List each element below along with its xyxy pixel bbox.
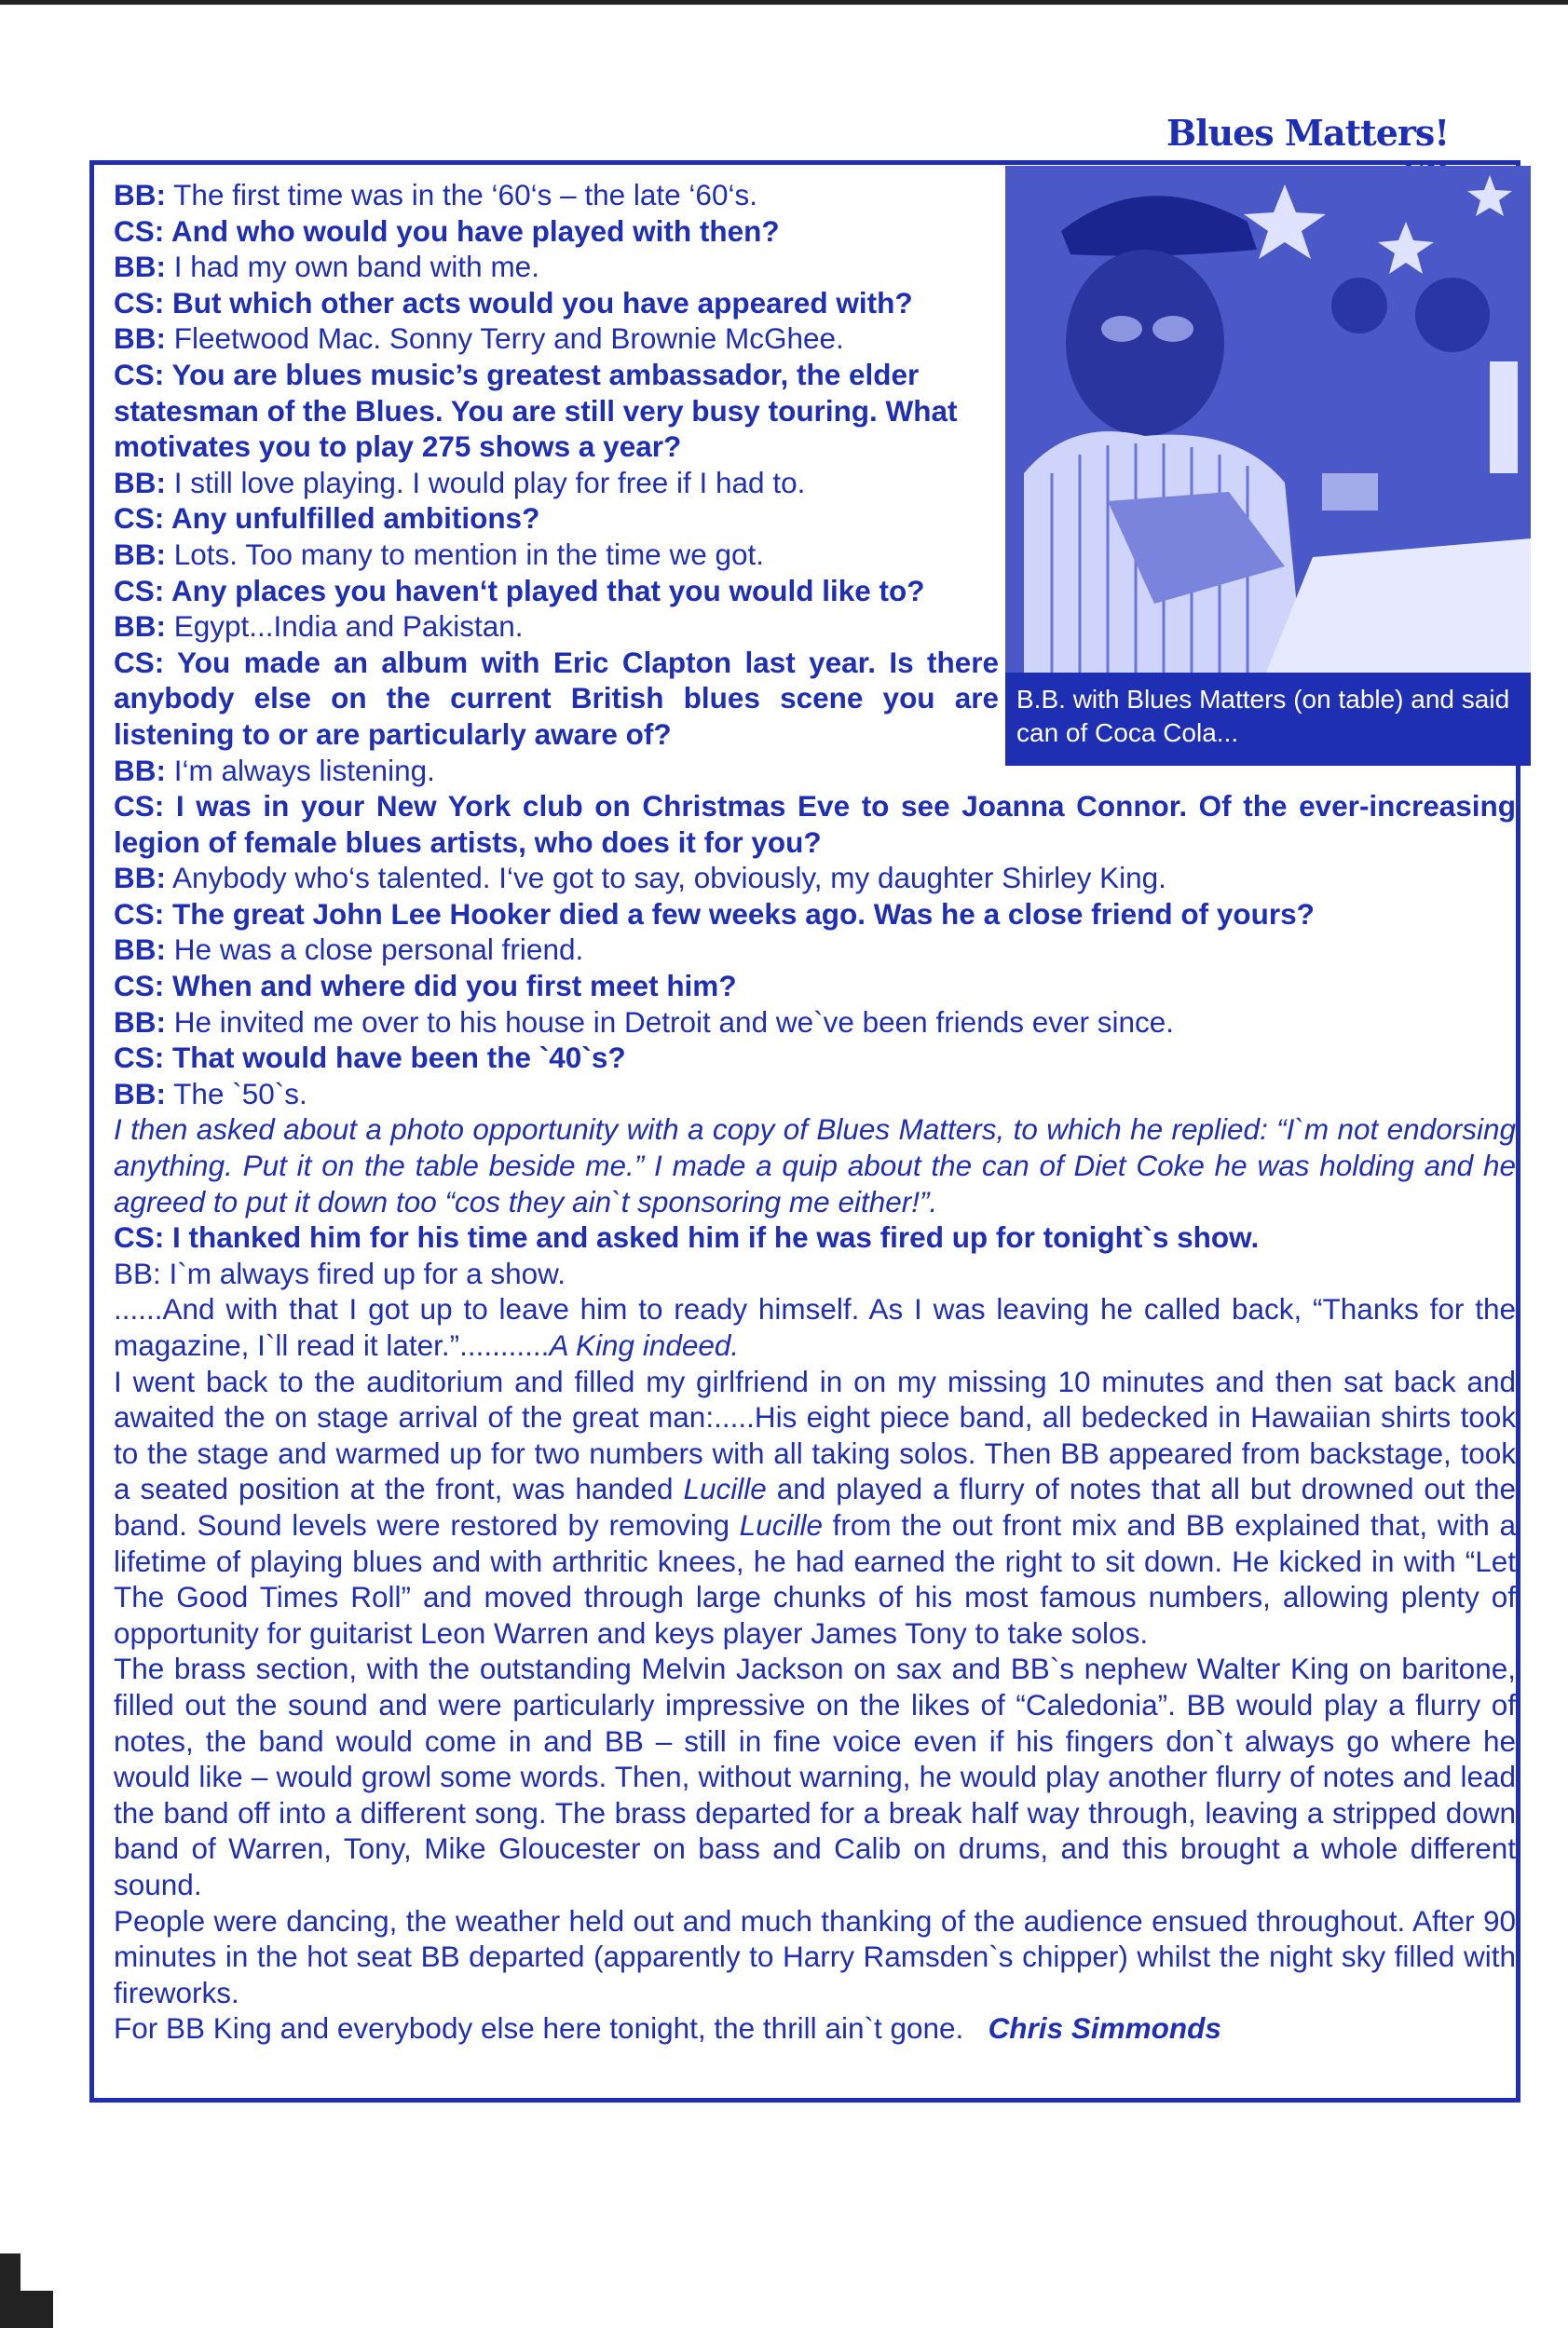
interview-line: CS: Any unfulfilled ambitions? bbox=[114, 501, 540, 536]
interview-line: CS: You made an album with Eric Clapton last year. Is there anybody else on the current British blues scene you are listening to or are particularly aware of? bbox=[114, 645, 999, 751]
narrative-paragraph: For BB King and everybody else here tonight, the thrill ain`t gone. Chris Simmonds bbox=[114, 2011, 1221, 2046]
narrative-paragraph: I went back to the auditorium and filled my girlfriend in on my missing 10 minutes and then sat back and awaited the on stage arrival of the great man:.....His eight piece band, all bedecked in Hawaiian shirts took to the stage and warmed up for two numbers with all taking solos. Then BB appeared from backstage, took a seated position at the front, was handed Lucille and played a flurry of notes that all but drowned out the band. Sound levels were restored by removing Lucille from the out front mix and BB explained that, with a lifetime of playing blues and with arthritic knees, he had earned the right to sit down. He kicked in with “Let The Good Times Roll” and moved through large chunks of his most famous numbers, allowing plenty of opportunity for guitarist Leon Warren and keys player James Tony to take solos. bbox=[114, 1364, 1516, 1650]
narrative-paragraph: CS: I thanked him for his time and asked him if he was fired up for tonight`s show. bbox=[114, 1220, 1260, 1255]
interview-line: BB: Lots. Too many to mention in the time we got. bbox=[114, 537, 765, 571]
top-rule bbox=[0, 0, 1568, 5]
interview-line: BB: He invited me over to his house in Detroit and we`ve been friends ever since. bbox=[114, 1004, 1175, 1039]
interview-line: BB: He was a close personal friend. bbox=[114, 933, 584, 967]
narrative-paragraph: ......And with that I got up to leave him to ready himself. As I was leaving he called back, “Thanks for the magazine, I`ll read it later.”...........A King indeed. bbox=[114, 1292, 1516, 1362]
narrative-paragraph: BB: I`m always fired up for a show. bbox=[114, 1256, 566, 1290]
author-signature: Chris Simmonds bbox=[988, 2011, 1221, 2046]
interview-line: BB: I‘m always listening. bbox=[114, 753, 435, 787]
page-header: Blues Matters! bbox=[1166, 112, 1449, 154]
article-body bbox=[114, 177, 1516, 2047]
interview-line: CS: When and where did you first meet him? bbox=[114, 969, 737, 1003]
narrative-paragraph: The brass section, with the outstanding Melvin Jackson on sax and BB`s nephew Walter King on baritone, filled out the sound and were particularly impressive on the likes of “Caledonia”. BB would play a flurry of notes, the band would come in and BB – still in fine voice even if his fingers don`t always go where he would like – would growl some words. Then, without warning, he would play another flurry of notes and lead the band off into a different song. The brass departed for a break half way through, leaving a stripped down band of Warren, Tony, Mike Gloucester on bass and Calib on drums, and this brought a whole different sound. bbox=[114, 1652, 1516, 1901]
interview-line: CS: And who would you have played with then? bbox=[114, 213, 780, 248]
scan-edge-mark bbox=[20, 2291, 53, 2328]
interview-line: CS: But which other acts would you have appeared with? bbox=[114, 285, 913, 320]
interview-line: CS: Any places you haven‘t played that you would like to? bbox=[114, 573, 925, 607]
interview-line: CS: You are blues music’s greatest ambassador, the elder statesman of the Blues. You are still very busy touring. What motivates you to play 275 shows a year? bbox=[114, 357, 958, 464]
narrative-paragraph: I then asked about a photo opportunity with a copy of Blues Matters, to which he replied: “I`m not endorsing anything. Put it on the table beside me.” I made a quip about the can of Diet Coke he was holding and he agreed to put it down too “cos they ain`t sponsoring me either!”. bbox=[114, 1112, 1516, 1218]
interview-line: CS: That would have been the `40`s? bbox=[114, 1041, 626, 1075]
interview-line: CS: I was in your New York club on Christmas Eve to see Joanna Connor. Of the ever-increasing legion of female blues artists, who does it for you? bbox=[114, 789, 1516, 859]
narrative-paragraph: People were dancing, the weather held out and much thanking of the audience ensued throughout. After 90 minutes in the hot seat BB departed (apparently to Harry Ramsden`s chipper) whilst the night sky filled with fireworks. bbox=[114, 1903, 1516, 2009]
scan-edge-mark bbox=[0, 2253, 20, 2328]
interview-line: BB: Egypt...India and Pakistan. bbox=[114, 609, 524, 644]
interview-line: BB: The first time was in the ‘60‘s – the late ‘60‘s. bbox=[114, 178, 757, 211]
interview-line: BB: I still love playing. I would play for free if I had to. bbox=[114, 465, 806, 499]
interview-line: BB: Fleetwood Mac. Sonny Terry and Brownie McGhee. bbox=[114, 321, 844, 356]
interview-line: BB: The `50`s. bbox=[114, 1076, 307, 1110]
interview-line: BB: I had my own band with me. bbox=[114, 250, 539, 284]
interview-lines bbox=[114, 177, 1516, 1111]
interview-line: CS: The great John Lee Hooker died a few weeks ago. Was he a close friend of yours? bbox=[114, 896, 1315, 931]
photo-caption: B.B. with Blues Matters (on table) and said can of Coca Cola... bbox=[1016, 685, 1510, 747]
interview-line: BB: Anybody who‘s talented. I‘ve got to say, obviously, my daughter Shirley King. bbox=[114, 861, 1166, 895]
